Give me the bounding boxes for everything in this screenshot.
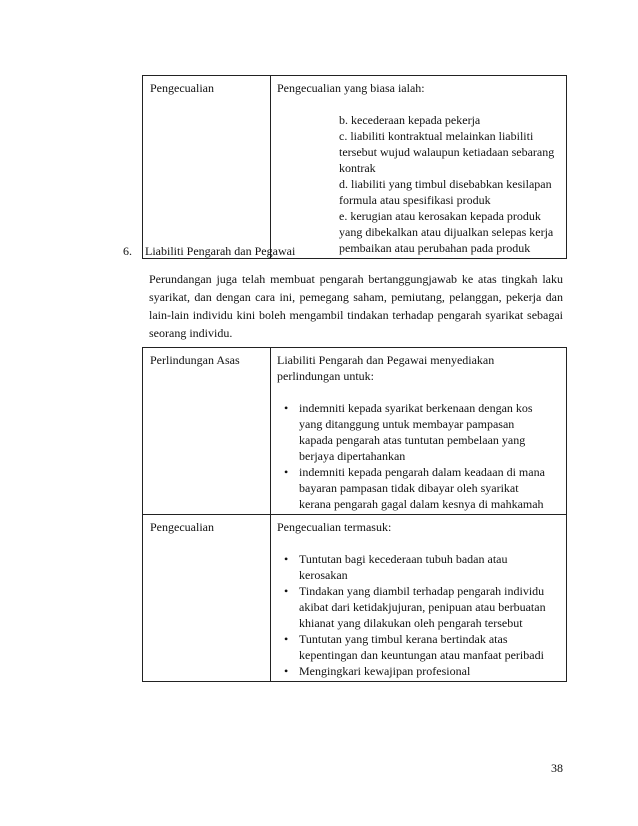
- bullet-line: kerana pengarah gagal dalam kesnya di mahkamah: [299, 497, 544, 511]
- exclusions-intro: Pengecualian termasuk:: [277, 520, 392, 534]
- bullet-line: berjaya dipertahankan: [299, 449, 406, 463]
- coverage-content-cell: [271, 348, 567, 515]
- coverage-intro-line: Liabiliti Pengarah dan Pegawai menyediakan: [277, 353, 495, 367]
- exclusion-line: d. liabiliti yang timbul disebabkan kesilapan: [339, 177, 552, 191]
- bullet-line: • Tindakan yang diambil terhadap pengarah individu: [299, 584, 545, 598]
- exclusions-row-label: Pengecualian: [150, 520, 214, 534]
- exclusion-bullet: [299, 551, 562, 583]
- section-number: 6.: [123, 244, 132, 258]
- coverage-bullet: [299, 400, 562, 464]
- section-title: Liabiliti Pengarah dan Pegawai: [145, 244, 296, 258]
- exclusion-line: e. kerugian atau kerosakan kepada produk: [339, 209, 541, 223]
- exclusion-line: kontrak: [339, 161, 376, 175]
- coverage-row-label: Perlindungan Asas: [150, 353, 240, 367]
- table1-row-label: Pengecualian: [150, 81, 214, 95]
- table1-intro: Pengecualian yang biasa ialah:: [277, 81, 425, 95]
- exclusion-line: pembaikan atau perubahan pada produk: [339, 241, 531, 255]
- exclusion-line: b. kecederaan kepada pekerja: [339, 113, 481, 127]
- bullet-line: • Tuntutan yang timbul kerana bertindak atas: [299, 632, 508, 646]
- exclusions-label-cell: [143, 515, 271, 682]
- coverage-bullet-list: [277, 400, 562, 512]
- bullet-line: bayaran pampasan tidak dibayar oleh syarikat: [299, 481, 519, 495]
- exclusions-content-cell: [271, 515, 567, 682]
- exclusion-line: yang dibekalkan atau dijualkan selepas kerja: [339, 225, 554, 239]
- bullet-line: kepentingan dan keuntungan atau manfaat peribadi: [299, 648, 544, 662]
- coverage-table: [142, 347, 567, 682]
- exclusions-bullet-list: [277, 551, 562, 679]
- exclusion-bullet: [299, 583, 562, 631]
- coverage-bullet: [299, 464, 562, 512]
- bullet-line: kapada pengarah atas tuntutan pembelaan yang: [299, 433, 526, 447]
- bullet-line: • Tuntutan bagi kecederaan tubuh badan atau: [299, 552, 508, 566]
- table1-exclusion-list: [339, 112, 562, 256]
- coverage-intro-line: perlindungan untuk:: [277, 369, 374, 383]
- bullet-line: yang ditanggung untuk membayar pampasan: [299, 417, 515, 431]
- exclusion-line: tersebut wujud walaupun ketiadaan sebarang: [339, 145, 555, 159]
- exclusion-bullet: [299, 631, 562, 663]
- exclusion-bullet: [299, 663, 562, 679]
- exclusion-line: formula atau spesifikasi produk: [339, 193, 491, 207]
- bullet-line: • indemniti kepada pengarah dalam keadaan di mana: [299, 465, 545, 479]
- bullet-line: • Mengingkari kewajipan profesional: [299, 664, 471, 678]
- coverage-label-cell: [143, 348, 271, 515]
- page-number: 38: [551, 761, 563, 775]
- section-heading: [123, 243, 295, 259]
- bullet-line: khianat yang dilakukan oleh pengarah tersebut: [299, 616, 523, 630]
- section-paragraph: Perundangan juga telah membuat pengarah bertanggungjawab ke atas tingkah laku syarikat, dan dengan cara ini, pemegang saham, pemiutang, pelanggan, pekerja dan lain-lain individu kini boleh mengambil tindakan terhadap pengarah syarikat sebagai seorang individu.: [149, 272, 563, 340]
- table1-content-cell: [271, 76, 567, 259]
- table1-label-cell: [143, 76, 271, 259]
- bullet-line: kerosakan: [299, 568, 348, 582]
- exclusion-line: c. liabiliti kontraktual melainkan liabiliti: [339, 129, 534, 143]
- bullet-line: • indemniti kepada syarikat berkenaan dengan kos: [299, 401, 533, 415]
- bullet-line: akibat dari ketidakjujuran, penipuan atau berbuatan: [299, 600, 546, 614]
- exclusions-table-1: [142, 75, 567, 259]
